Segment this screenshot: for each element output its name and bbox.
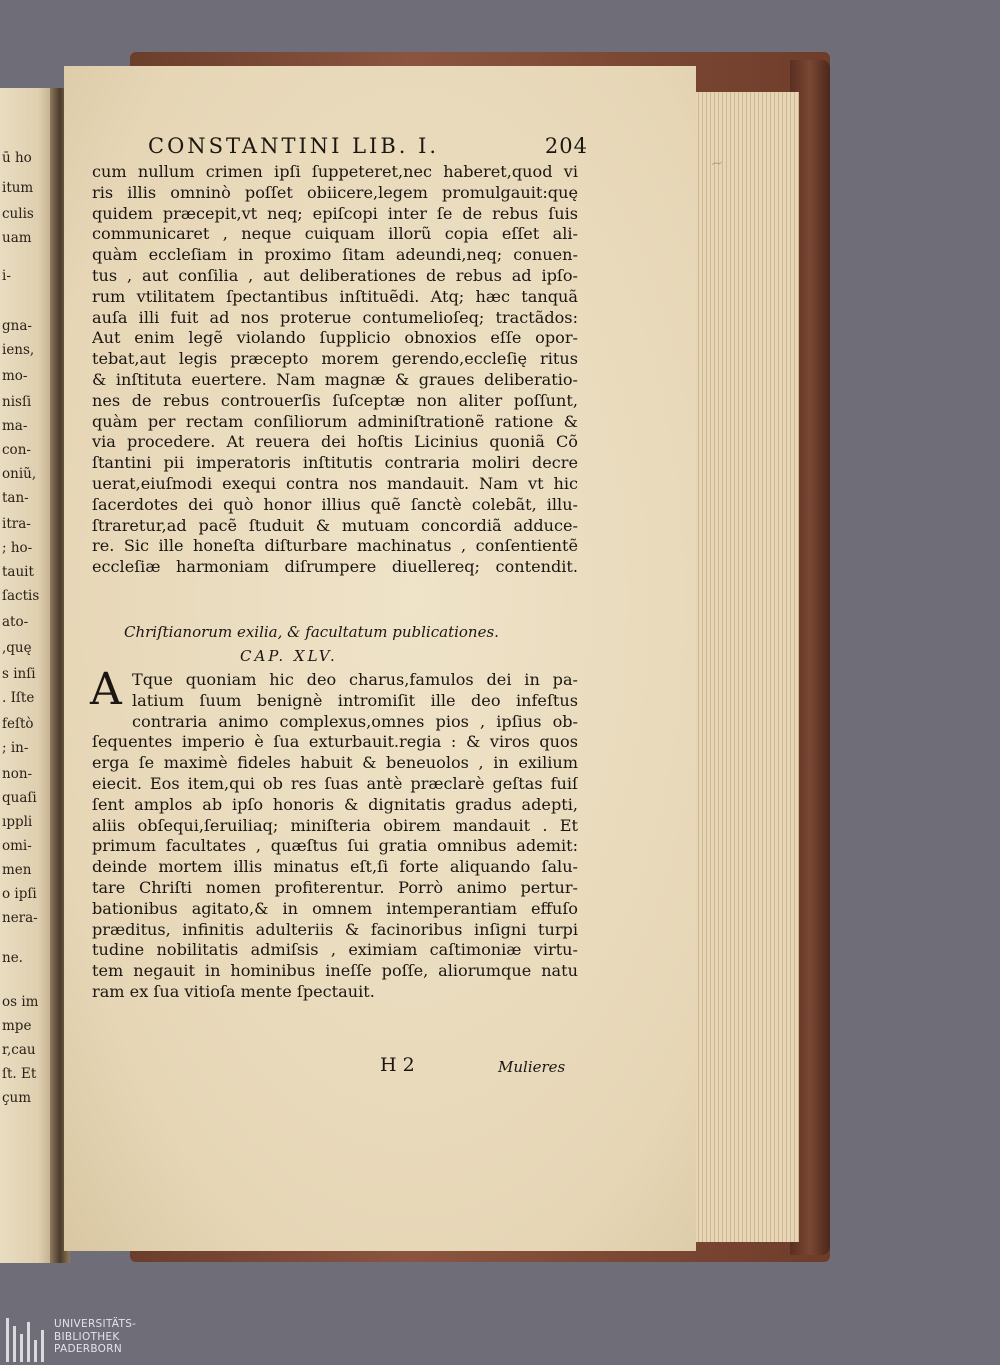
left-page-text-fragment: ne. <box>2 950 23 966</box>
text-line: communicaret , neque cuiquam illorũ copia eſſet ali- <box>92 224 578 244</box>
text-line: quàm per rectam conſiliorum adminiſtrationẽ ratione & <box>92 411 578 431</box>
left-page-text-fragment: r,cau <box>2 1042 36 1058</box>
left-page-text-fragment: itra- <box>2 516 31 532</box>
signature-mark: H 2 <box>380 1054 415 1076</box>
text-line: ſtraretur,ad pacẽ ſtuduit & mutuam concordiã adduce- <box>92 515 578 535</box>
chapter-text-line: latium ſuum benignè intromiſit ille deo infeſtus <box>132 690 578 710</box>
text-line: & inſtituta euertere. Nam magnæ & graues deliberatio- <box>92 369 578 389</box>
chapter-text-line: tudine nobilitatis admiſsis , eximiam caſtimoniæ virtu- <box>92 940 578 960</box>
faint-margin-mark: ~ <box>708 152 725 174</box>
chapter-text-line: ram ex ſua vitioſa mente ſpectauit. <box>92 981 375 1001</box>
left-page-text-fragment: ıppli <box>2 814 33 830</box>
chapter-text-line: Tque quoniam hic deo charus,famulos dei in pa- <box>132 670 578 689</box>
left-page-text-fragment: çum <box>2 1090 32 1106</box>
logo-line-2: BIBLIOTHEK <box>54 1330 120 1343</box>
left-page-text-fragment: o ipſi <box>2 886 37 902</box>
main-text-block <box>92 162 578 578</box>
logo-line-3: PADERBORN <box>54 1343 122 1355</box>
left-page-text-fragment: ū ho <box>2 150 32 166</box>
left-page-text-fragment: uam <box>2 230 32 246</box>
chapter-text-line: aliis obſequi,ſeruiliaq; miniſteria obirem mandauit . Et <box>92 815 578 835</box>
left-page-text-fragment: quaſi <box>2 790 37 806</box>
logo-bars-icon <box>6 1318 46 1362</box>
left-page-text-fragment: ato- <box>2 614 29 630</box>
running-header <box>148 134 588 164</box>
text-line: quàm eccleſiam in proximo ſitam adeundi,neq; conuen- <box>92 245 578 265</box>
chapter-text-line: deinde mortem illis minatus eſt,ſi forte aliquando ſalu- <box>92 857 578 877</box>
chapter-text-line: primum facultates , quæſtus ſui gratia omnibus ademit: <box>92 836 578 856</box>
left-page-text-fragment: mpe <box>2 1018 32 1034</box>
chapter-text-line: bationibus agitato,& in omnem intemperantiam effuſo <box>92 898 578 918</box>
logo-line-1: UNIVERSITÄTS- <box>54 1318 137 1330</box>
page-number: 204 <box>544 134 588 158</box>
text-line: ſacerdotes dei quò honor illius quẽ ſanctè colebãt, illu- <box>92 494 578 514</box>
chapter-text-line: erga ſe maximè fideles habuit & beneuolos , in exilium <box>92 753 578 773</box>
chapter-text-line: ſequentes imperio è ſua exturbauit.regia : & viros quos <box>92 732 578 752</box>
text-line: eccleſiæ harmoniam diſrumpere diuellereq; contendit. <box>92 557 578 577</box>
left-page-text-fragment: oniũ, <box>2 466 37 482</box>
text-line: nes de rebus controuerſis ſuſceptæ non aliter poſſunt, <box>92 390 578 410</box>
text-line: ris illis omninò poſſet obiicere,legem promulgauit:quę <box>92 182 578 202</box>
left-page-text-fragment: nera- <box>2 910 38 926</box>
header-title: CONSTANTINI LIB. I. <box>148 134 440 158</box>
section-subheading: Chriſtianorum exilia, & facultatum publicationes. <box>124 623 499 641</box>
chapter-text-line: eiecit. Eos item,qui ob res ſuas antè præclarè geſtas fuiſ <box>92 773 578 793</box>
chapter-text-line: tem negauit in hominibus ineſſe poſſe, aliorumque natu <box>92 961 578 981</box>
left-page-text-fragment: itum <box>2 180 34 196</box>
left-page-text-fragment: ; ho- <box>2 540 33 556</box>
text-line: tebat,aut legis præcepto morem gerendo,eccleſię ritus <box>92 349 578 369</box>
left-page-text-fragment: tauit <box>2 564 34 580</box>
text-line: rum vtilitatem ſpectantibus inſtituẽdi. Atq; hæc tanquã <box>92 286 578 306</box>
left-page-text-fragment: os im <box>2 994 39 1010</box>
left-page-text-fragment: s inſi <box>2 666 36 682</box>
left-page-text-fragment: culis <box>2 206 34 222</box>
left-page-text-fragment: feſtò <box>2 716 34 732</box>
text-line: auſa illi fuit ad nos proterue contumelioſeq; tractãdos: <box>92 307 578 327</box>
text-line: uerat,eiuſmodi exequi contra nos mandauit. Nam vt hic <box>92 473 578 493</box>
chapter-text-line: ſent amplos ab ipſo honoris & dignitatis gradus adepti, <box>92 794 578 814</box>
text-line: via procedere. At reuera dei hoſtis Licinius quoniã Cõ <box>92 432 578 452</box>
left-page-text-fragment: mo- <box>2 368 28 384</box>
left-page-text-fragment: . Iſte <box>2 690 35 706</box>
library-logo <box>6 1318 156 1362</box>
left-page-text-fragment: ,quę <box>2 640 32 656</box>
left-page-text-fragment: iens, <box>2 342 35 358</box>
chapter-heading: CAP. XLV. <box>240 647 338 665</box>
text-line: quidem præcepit,vt neq; epiſcopi inter ſe de rebus ſuis <box>92 203 578 223</box>
logo-text <box>54 1318 136 1356</box>
left-page-text-fragment: gna- <box>2 318 32 334</box>
text-line: cum nullum crimen ipſi ſuppeteret,nec haberet,quod vi <box>92 162 578 181</box>
drop-cap: A <box>90 664 122 715</box>
left-page-text-fragment: omi- <box>2 838 32 854</box>
left-page-text-fragment: ; in- <box>2 740 29 756</box>
page-edges <box>690 92 799 1242</box>
left-page-text-fragment: ma- <box>2 418 28 434</box>
text-line: re. Sic ille honeſta diſturbare machinatus , conſentientẽ <box>92 536 578 556</box>
left-page-text-fragment: tan- <box>2 490 29 506</box>
left-page-text-fragment: men <box>2 862 32 878</box>
chapter-text-line: tare Chriſti nomen profiterentur. Porrò animo pertur- <box>92 877 578 897</box>
left-page-text-fragment: ſt. Et <box>2 1066 37 1082</box>
text-line: ſtantini pii imperatoris inſtitutis contraria moliri decre <box>92 453 578 473</box>
chapter-text-line: præditus, infinitis adulteriis & facinoribus inſigni turpi <box>92 919 578 939</box>
text-line: tus , aut conſilia , aut deliberationes de rebus ad ipſo- <box>92 265 578 285</box>
left-page-fragment <box>0 88 55 1263</box>
left-page-text-fragment: i- <box>2 268 11 284</box>
left-page-text-fragment: non- <box>2 766 33 782</box>
catchword: Mulieres <box>498 1058 566 1076</box>
left-page-text-fragment: nisſi <box>2 394 32 410</box>
text-line: Aut enim legẽ violando ſupplicio obnoxios eſſe opor- <box>92 328 578 348</box>
left-page-text-fragment: ſactis <box>2 588 40 604</box>
left-page-text-fragment: con- <box>2 442 31 458</box>
chapter-text-block <box>90 664 578 1003</box>
chapter-text-line: contraria animo complexus,omnes pios , ipſius ob- <box>132 711 578 731</box>
